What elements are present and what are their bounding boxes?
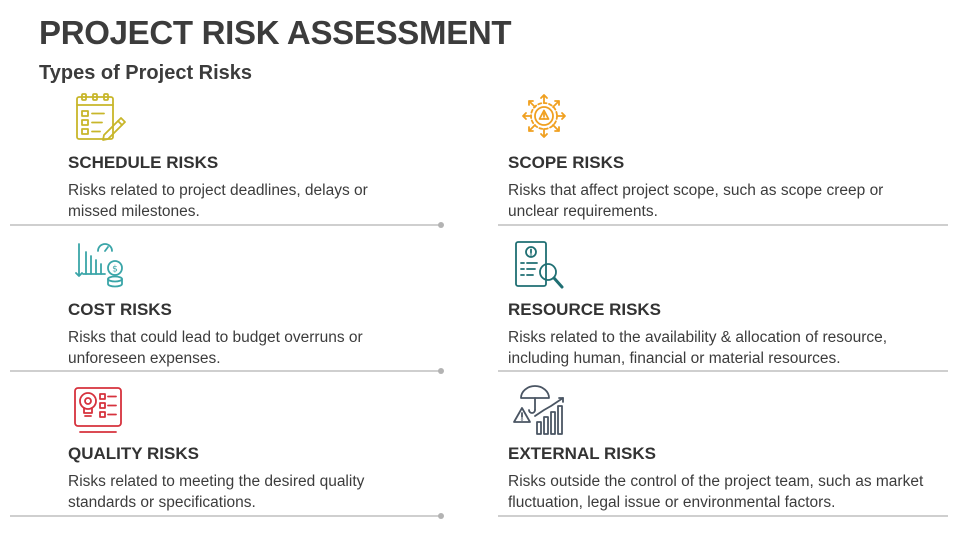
risk-description: Risks related to meeting the desired quality standards or specifications. xyxy=(68,473,365,511)
page-subtitle: Types of Project Risks xyxy=(39,62,253,84)
risk-description: Risks outside the control of the project team, such as market fluctuation, legal issue or environmental factors. xyxy=(508,473,924,511)
risk-title: SCOPE RISKS xyxy=(508,153,625,172)
risk-title: COST RISKS xyxy=(68,300,172,319)
svg-text:$: $ xyxy=(112,264,118,275)
divider-dot xyxy=(438,368,444,374)
risk-card-quality xyxy=(68,382,508,522)
page-title: PROJECT RISK ASSESSMENT xyxy=(39,14,512,51)
cost-chart-coins-icon xyxy=(71,238,127,294)
risk-description: Risks related to the availability & allocation of resource, including human, financial or material resources. xyxy=(508,329,888,367)
risk-title: EXTERNAL RISKS xyxy=(508,444,656,463)
risk-title: RESOURCE RISKS xyxy=(508,300,662,319)
divider xyxy=(10,370,441,372)
risk-description: Risks that could lead to budget overruns or unforeseen expenses. xyxy=(68,329,363,367)
risk-card-external xyxy=(508,382,948,522)
risk-card-resource xyxy=(508,238,948,378)
divider-dot xyxy=(438,513,444,519)
quality-bulb-checklist-icon xyxy=(71,382,127,438)
risk-description: Risks that affect project scope, such as scope creep or unclear requirements. xyxy=(508,182,884,220)
risk-title: QUALITY RISKS xyxy=(68,444,199,463)
scope-warning-gear-icon xyxy=(511,91,567,147)
resource-document-search-icon xyxy=(511,238,567,294)
risk-title: SCHEDULE RISKS xyxy=(68,153,219,172)
divider xyxy=(10,515,441,517)
risk-card-scope xyxy=(508,91,948,231)
risk-card-schedule xyxy=(68,91,508,231)
divider-dot xyxy=(438,222,444,228)
external-umbrella-chart-icon xyxy=(511,382,567,438)
divider xyxy=(498,515,948,517)
divider xyxy=(498,370,948,372)
risk-description: Risks related to project deadlines, delays or missed milestones. xyxy=(68,182,368,220)
divider xyxy=(10,224,441,226)
divider xyxy=(498,224,948,226)
risk-card-cost xyxy=(68,238,508,378)
calendar-checklist-icon xyxy=(71,91,127,147)
